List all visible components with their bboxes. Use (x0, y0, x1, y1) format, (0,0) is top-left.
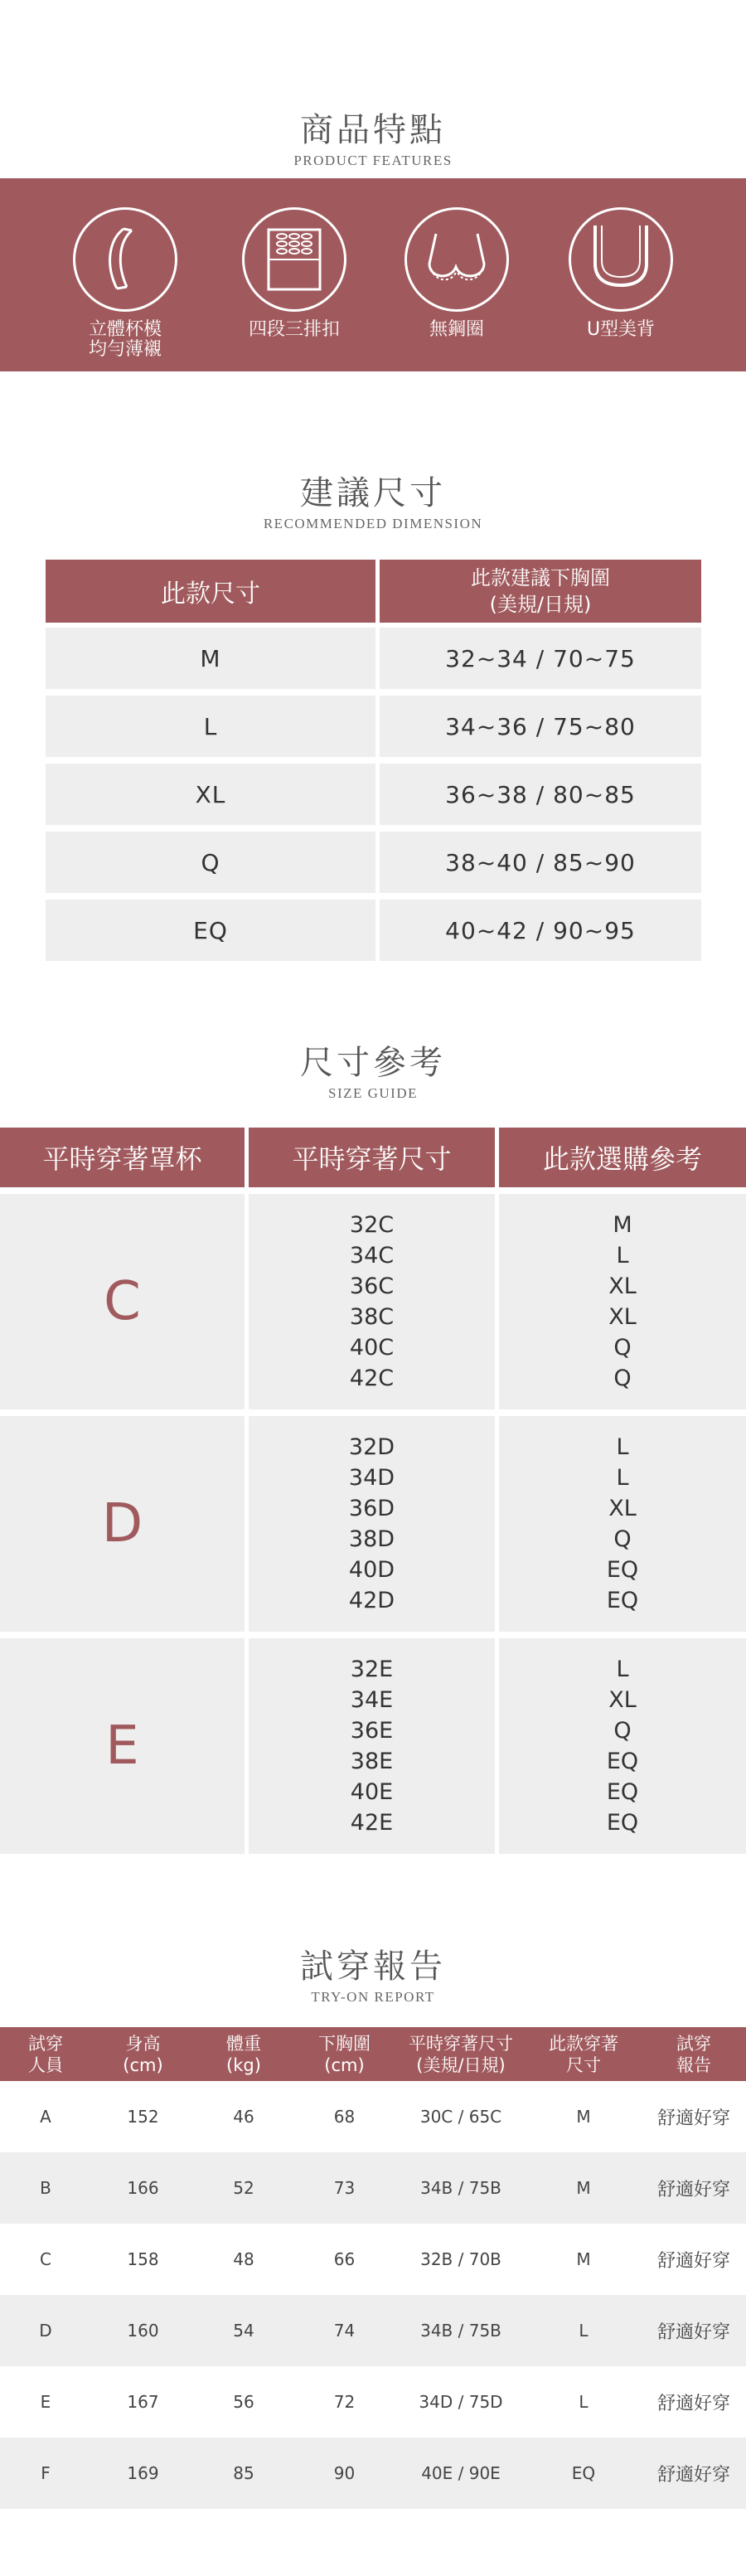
features-title (0, 104, 746, 169)
tryon-cell: 舒適好穿 (656, 2250, 730, 2272)
tryon-header-cell (91, 2027, 195, 2081)
size-guide-recommend: EQ (606, 1588, 639, 1613)
features-title-en: PRODUCT FEATURES (293, 153, 453, 168)
tryon-header-line: 尺寸 (566, 2054, 601, 2075)
features-band (0, 178, 746, 371)
tryon-cell: 40E / 90E (421, 2463, 501, 2483)
feature-label: 無鋼圈 (429, 319, 484, 340)
size-guide-size: 38E (350, 1749, 394, 1774)
tryon-header-line: 身高 (125, 2033, 161, 2054)
tryon-cell: 舒適好穿 (656, 2464, 730, 2486)
tryon-cell: L (579, 2392, 589, 2412)
recommended-size-cell: Q (46, 832, 375, 893)
size-guide-recommend: Q (613, 1526, 632, 1552)
tryon-cell: 30C / 65C (419, 2107, 502, 2127)
size-guide-recommend: EQ (606, 1557, 639, 1583)
size-guide-recommend: EQ (606, 1810, 639, 1836)
table-row (0, 2081, 746, 2152)
size-guide-recommend: XL (608, 1496, 637, 1521)
tryon-cell: 68 (333, 2107, 356, 2127)
tryon-cell: 73 (333, 2178, 356, 2198)
hook-eye-icon (242, 207, 346, 312)
recommended-header-range-line2: (美規/日規) (489, 593, 592, 616)
size-guide-size: 32D (348, 1434, 395, 1460)
size-guide-recommend-list (499, 1194, 746, 1409)
recommended-header-range (380, 560, 701, 623)
features-title-zh: 商品特點 (300, 111, 446, 149)
size-guide-size: 36E (350, 1718, 394, 1744)
size-guide-size: 40D (348, 1557, 395, 1583)
tryon-cell: 48 (233, 2249, 254, 2269)
tryon-title-en: TRY-ON REPORT (311, 1989, 435, 2005)
size-guide-recommend-list (499, 1638, 746, 1854)
tryon-cell: 52 (233, 2178, 254, 2198)
size-guide-size: 32E (350, 1657, 394, 1682)
tryon-header-cell (396, 2027, 526, 2081)
size-guide-title-en: SIZE GUIDE (327, 1085, 418, 1101)
feature-item (559, 207, 683, 340)
size-guide-cup-cell: C (0, 1194, 245, 1409)
recommended-range-cell: 34~36 / 75~80 (380, 696, 701, 757)
tryon-cell: F (41, 2463, 51, 2483)
tryon-cell: 90 (333, 2463, 356, 2483)
size-guide-recommend: L (616, 1243, 629, 1269)
tryon-cell: 34D / 75D (419, 2392, 503, 2412)
size-guide-title-zh: 尺寸參考 (300, 1044, 446, 1082)
size-guide-recommend: XL (608, 1304, 637, 1330)
feature-label: 四段三排扣 (248, 319, 340, 340)
tryon-cell: 152 (127, 2107, 159, 2127)
feature-item (395, 207, 519, 340)
feature-label: 立體杯模 (88, 319, 162, 340)
tryon-title (0, 1940, 746, 2006)
size-guide-size: 42C (349, 1366, 395, 1391)
tryon-cell: 46 (233, 2107, 254, 2127)
cup-mold-icon (73, 207, 177, 312)
size-guide-size: 34E (350, 1687, 394, 1713)
tryon-header-line: 試穿 (28, 2033, 63, 2054)
size-guide-cup-cell: D (0, 1416, 245, 1632)
tryon-header-line: 人員 (28, 2054, 63, 2075)
recommended-range-cell: 38~40 / 85~90 (380, 832, 701, 893)
table-row (0, 2295, 746, 2366)
tryon-header-line: 報告 (676, 2054, 711, 2075)
tryon-header-line: (cm) (123, 2054, 163, 2075)
tryon-cell: EQ (571, 2463, 596, 2483)
table-row (0, 2366, 746, 2438)
size-guide-recommend: Q (613, 1335, 632, 1361)
size-guide-size-list (249, 1416, 495, 1632)
tryon-cell: E (40, 2392, 51, 2412)
table-row (0, 2438, 746, 2509)
tryon-cell: M (576, 2107, 591, 2127)
tryon-cell: 74 (333, 2321, 356, 2341)
tryon-header-line: 體重 (226, 2033, 261, 2054)
size-guide-header-cup: 平時穿著罩杯 (0, 1128, 245, 1187)
tryon-header-line: (kg) (226, 2054, 261, 2075)
tryon-cell: 66 (333, 2249, 356, 2269)
size-guide-recommend: L (616, 1465, 629, 1491)
size-guide-recommend: L (616, 1657, 629, 1682)
tryon-cell: D (39, 2321, 52, 2341)
tryon-cell: A (40, 2107, 51, 2127)
feature-item (232, 207, 356, 340)
recommended-range-cell: 32~34 / 70~75 (380, 628, 701, 689)
tryon-title-zh: 試穿報告 (300, 1948, 446, 1986)
tryon-header-cell (195, 2027, 293, 2081)
tryon-header-cell (526, 2027, 642, 2081)
size-guide-cup-cell: E (0, 1638, 245, 1854)
tryon-cell: 56 (233, 2392, 254, 2412)
size-guide-recommend: M (613, 1212, 632, 1238)
tryon-cell: 160 (127, 2321, 159, 2341)
tryon-cell: 85 (233, 2463, 254, 2483)
table-row (0, 2224, 746, 2295)
recommended-title (0, 467, 746, 532)
tryon-cell: 166 (127, 2178, 159, 2198)
size-guide-recommend: EQ (606, 1779, 639, 1805)
u-back-icon (569, 207, 673, 312)
size-guide-size-list (249, 1194, 495, 1409)
table-row (0, 2152, 746, 2224)
tryon-header-line: 下胸圍 (318, 2033, 371, 2054)
tryon-cell: B (40, 2178, 51, 2198)
size-guide-size: 34D (348, 1465, 395, 1491)
size-guide-recommend: Q (613, 1366, 632, 1391)
tryon-header-line: (美規/日規) (416, 2054, 506, 2075)
recommended-size-cell: M (46, 628, 375, 689)
recommended-header-size: 此款尺寸 (46, 560, 375, 623)
recommended-title-zh: 建議尺寸 (300, 474, 446, 512)
tryon-header-line: (cm) (324, 2054, 365, 2075)
recommended-size-cell: EQ (46, 900, 375, 961)
recommended-header-range-line1: 此款建議下胸圍 (471, 566, 610, 589)
tryon-cell: 32B / 70B (420, 2249, 501, 2269)
size-guide-header-recommend: 此款選購參考 (499, 1128, 746, 1187)
recommended-range-cell: 36~38 / 80~85 (380, 764, 701, 825)
size-guide-size: 42E (350, 1810, 394, 1836)
tryon-header-line: 平時穿著尺寸 (409, 2033, 513, 2054)
tryon-header-cell (642, 2027, 746, 2081)
tryon-cell: 34B / 75B (420, 2321, 501, 2341)
size-guide-size-list (249, 1638, 495, 1854)
tryon-header-line: 試穿 (676, 2033, 711, 2054)
tryon-header-cell (293, 2027, 396, 2081)
size-guide-size: 36C (349, 1273, 395, 1299)
tryon-cell: M (576, 2249, 591, 2269)
size-guide-title (0, 1036, 746, 1102)
tryon-header-line: 此款穿著 (549, 2033, 618, 2054)
tryon-header-row (0, 2027, 746, 2081)
size-guide-size: 38D (348, 1526, 395, 1552)
tryon-cell: 54 (233, 2321, 254, 2341)
feature-label: U型美背 (586, 319, 656, 340)
recommended-size-cell: L (46, 696, 375, 757)
size-guide-size: 36D (348, 1496, 395, 1521)
recommended-range-cell: 40~42 / 90~95 (380, 900, 701, 961)
tryon-cell: 158 (127, 2249, 159, 2269)
tryon-cell: 72 (333, 2392, 356, 2412)
tryon-header-cell (0, 2027, 91, 2081)
size-guide-recommend: EQ (606, 1749, 639, 1774)
size-guide-size: 42D (348, 1588, 395, 1613)
tryon-cell: 舒適好穿 (656, 2393, 730, 2414)
tryon-cell: 舒適好穿 (656, 2179, 730, 2200)
wireless-bra-icon (404, 207, 509, 312)
feature-item (63, 207, 187, 360)
size-guide-size: 34C (349, 1243, 395, 1269)
recommended-title-en: RECOMMENDED DIMENSION (263, 516, 483, 531)
feature-label: 均勻薄襯 (88, 339, 162, 360)
tryon-cell: 169 (127, 2463, 159, 2483)
size-guide-recommend-list (499, 1416, 746, 1632)
tryon-cell: L (579, 2321, 589, 2341)
size-guide-recommend: Q (613, 1718, 632, 1744)
tryon-cell: 34B / 75B (420, 2178, 501, 2198)
tryon-cell: C (40, 2249, 51, 2269)
size-guide-size: 38C (349, 1304, 395, 1330)
size-guide-size: 32C (349, 1212, 395, 1238)
tryon-cell: M (576, 2178, 591, 2198)
size-guide-size: 40C (349, 1335, 395, 1361)
size-guide-recommend: XL (608, 1687, 637, 1713)
size-guide-size: 40E (350, 1779, 394, 1805)
recommended-size-cell: XL (46, 764, 375, 825)
size-guide-recommend: L (616, 1434, 629, 1460)
size-guide-recommend: XL (608, 1273, 637, 1299)
tryon-cell: 舒適好穿 (656, 2108, 730, 2129)
size-guide-header-size: 平時穿著尺寸 (249, 1128, 495, 1187)
tryon-cell: 舒適好穿 (656, 2321, 730, 2343)
tryon-cell: 167 (127, 2392, 159, 2412)
